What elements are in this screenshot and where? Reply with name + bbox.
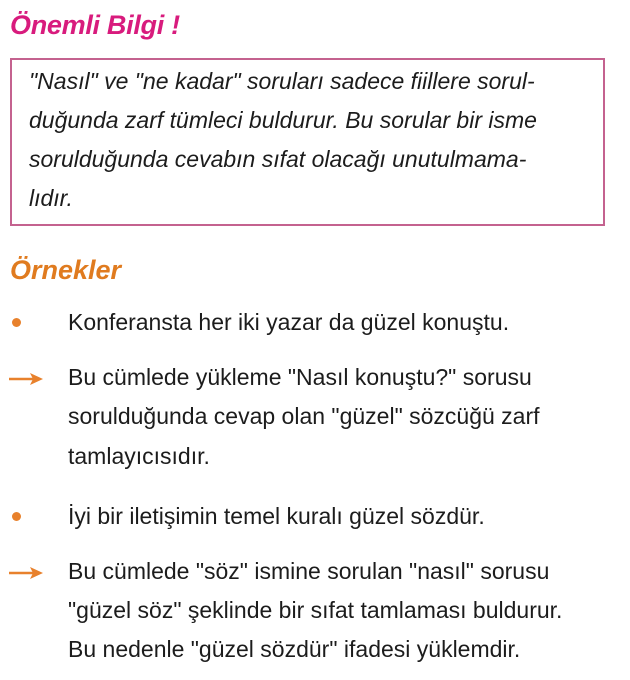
explanation-line: sorulduğunda cevap olan "güzel" sözcüğü zarf <box>68 403 540 429</box>
example-sentence: İyi bir iletişimin temel kuralı güzel sözdür. <box>68 503 485 529</box>
explanation-line: Bu nedenle "güzel sözdür" ifadesi yüklemdir. <box>68 636 521 662</box>
example-sentence: Konferansta her iki yazar da güzel konuştu. <box>68 309 510 335</box>
info-text-line: duğunda zarf tümleci buldurur. Bu sorular bir isme <box>29 107 537 133</box>
important-info-box <box>10 58 605 226</box>
explanation-line: Bu cümlede "söz" ismine sorulan "nasıl" sorusu <box>68 558 550 584</box>
explanation-line: Bu cümlede yükleme "Nasıl konuştu?" sorusu <box>68 364 532 390</box>
info-text-line: sorulduğunda cevabın sıfat olacağı unutulmama- <box>29 146 527 172</box>
bullet-dot-icon <box>12 512 21 521</box>
bullet-dot-icon <box>12 318 21 327</box>
info-text-line: lıdır. <box>29 185 73 211</box>
info-text-line: "Nasıl" ve "ne kadar" soruları sadece fiillere sorul- <box>29 68 535 94</box>
explanation-line: "güzel söz" şeklinde bir sıfat tamlaması buldurur. <box>68 597 563 623</box>
examples-heading: Örnekler <box>10 255 122 285</box>
arrow-right-icon <box>8 372 44 386</box>
explanation-line: tamlayıcısıdır. <box>68 443 210 469</box>
important-info-heading: Önemli Bilgi ! <box>10 10 180 40</box>
arrow-right-icon <box>8 566 44 580</box>
